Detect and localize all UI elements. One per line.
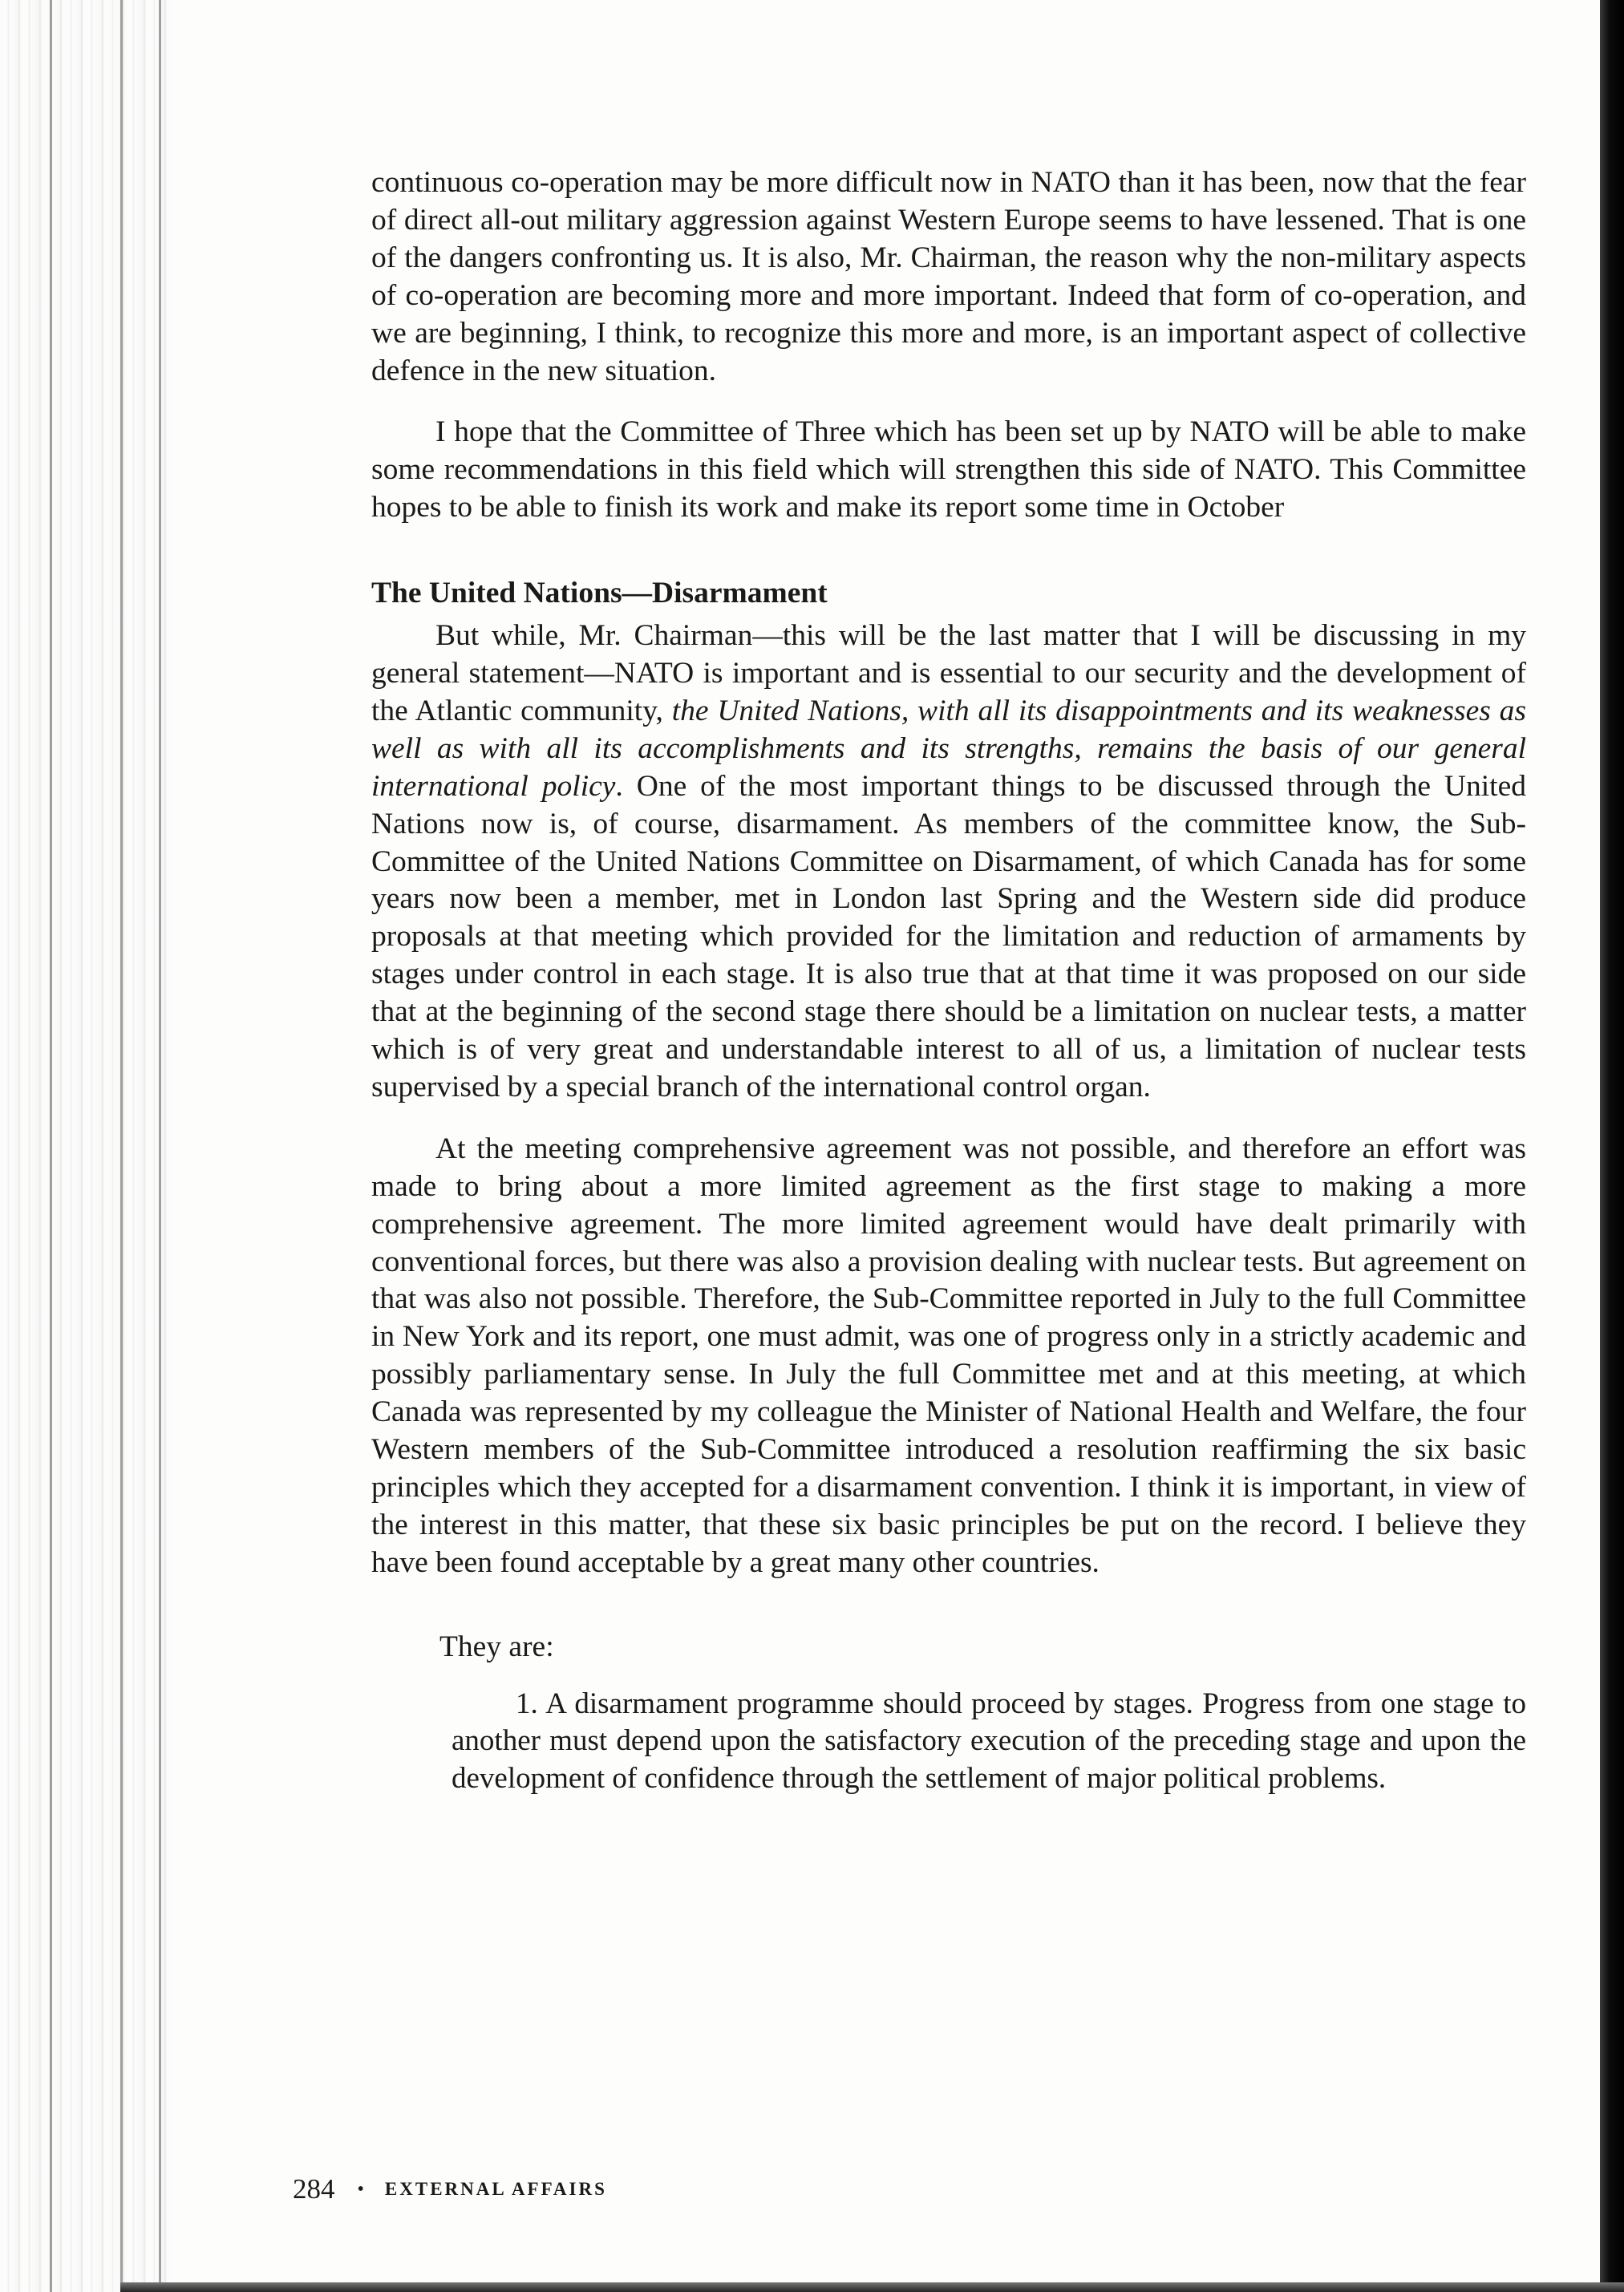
list-intro: They are: (439, 1630, 554, 1663)
text-run: But while, Mr. Chairman—this will be the last matter that I will be discussing in my general statement—NATO is important and is essential to our security and the development of the Atlantic community, (371, 619, 1526, 727)
italic-text-run: the United Nations, with all its disappointments and its weaknesses as well as with all its accomplishments and its strengths, remains the basis of our general international policy (371, 694, 1527, 803)
gutter-shadow-line (120, 0, 123, 2292)
page-bottom-shadow (120, 2282, 1624, 2292)
page-number: 284 (293, 2173, 335, 2205)
paragraph: At the meeting comprehensive agreement was not possible, and therefore an effort was made to bring about a more limited agreement as the first stage to making a more comprehensive agreement. The more limited agreement would have dealt primarily with conventional forces, but there was also a provision dealing with nuclear tests. But agreement on that was also not possible. Therefore, the Sub-Committee reported in July to the full Committee in New York and its report, one must admit, was one of progress only in a strictly academic and possibly parliamentary sense. In July the full Committee met and at this meeting, at which Canada was represented by my colleague the Minister of National Health and Welfare, the four Western members of the Sub-Committee introduced a resolution reaffirming the six basic principles which they accepted for a disarmament convention. I think it is important, in view of the interest in this matter, that these six basic principles be put on the record. I believe they have been found acceptable by a great many other countries. (371, 1132, 1526, 1579)
page-edge-shadow (1600, 0, 1624, 2292)
page-footer (293, 2173, 854, 2205)
running-title: EXTERNAL AFFAIRS (384, 2179, 607, 2199)
binding-gutter (0, 0, 172, 2292)
gutter-shadow-line (50, 0, 52, 2292)
body-text (371, 164, 1526, 1797)
footer-separator: • (357, 2178, 364, 2200)
section-heading: The United Nations—Disarmament (371, 577, 828, 610)
paragraph: I hope that the Committee of Three which has been set up by NATO will be able to make some recommendations in this field which will strengthen this side of NATO. This Committee hopes to be able to finish its work and make its report some time in October (371, 415, 1526, 524)
paragraph (371, 618, 1526, 1107)
list-item: 1. A disarmament programme should proceed by stages. Progress from one stage to another must depend upon the satisfactory execution of the preceding stage and upon the development of confidence through the settlement of major political problems. (452, 1687, 1526, 1795)
paragraph: continuous co-operation may be more difficult now in NATO than it has been, now that the fear of direct all-out military aggression against Western Europe seems to have lessened. That is one of the dangers confronting us. It is also, Mr. Chairman, the reason why the non-military aspects of co-operation are becoming more and more important. Indeed that form of co-operation, and we are beginning, I think, to recognize this more and more, is an important aspect of collective defence in the new situation. (371, 166, 1526, 387)
text-run: . One of the most important things to be discussed through the United Nations now is, of course, disarmament. As members of the committee know, the Sub-Committee of the United Nations Committee on Disarmament, of which Canada has for some years now been a member, met in London last Spring and the Western side did produce proposals at that meeting which provided for the limitation and reduction of armaments by stages under control in each stage. It is also true that at that time it was proposed on our side that at the beginning of the second stage there should be a limitation on nuclear tests, a matter which is of very great and understandable interest to all of us, a limitation of nuclear tests supervised by a special branch of the international control organ. (371, 769, 1526, 1103)
gutter-shadow-line (159, 0, 161, 2292)
